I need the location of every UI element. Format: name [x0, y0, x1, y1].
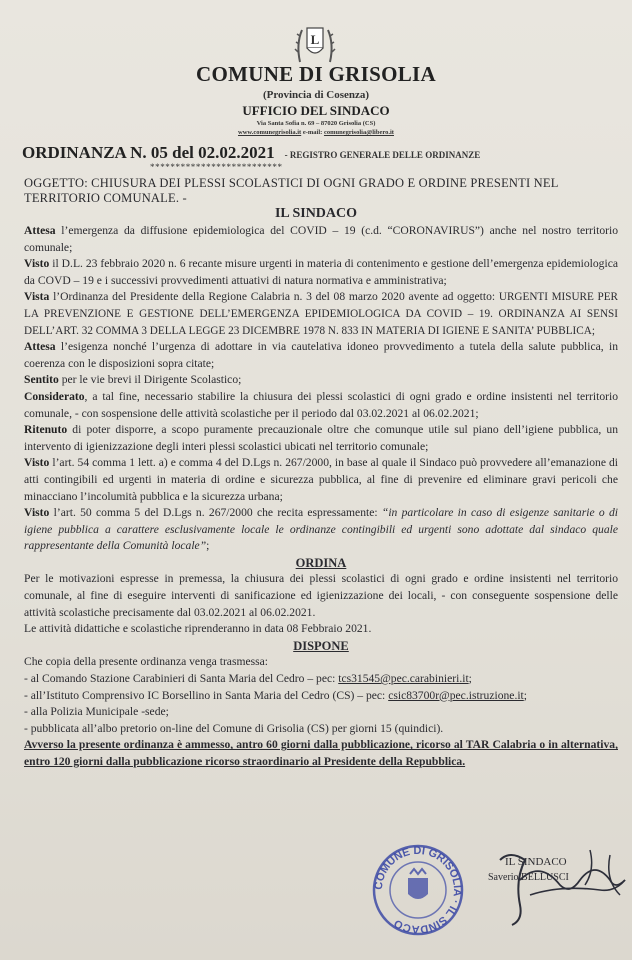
ordinance-number: ORDINANZA N. 05 del 02.02.2021 [22, 143, 275, 162]
website-link[interactable]: www.comunegrisolia.it [238, 129, 302, 136]
dispone-heading: DISPONE [293, 638, 349, 653]
municipal-crest-icon [292, 22, 338, 66]
recipient-istituto: - all’Istituto Comprensivo IC Borsellino in Santa Maria del Cedro (CS) – pec: csic83700r@pec.istruzione.it; [24, 688, 528, 702]
recipient-carabinieri: - al Comando Stazione Carabinieri di Santa Maria del Cedro – pec: tcs31545@pec.carabinieri.it; [24, 672, 472, 686]
recipient-polizia: - alla Polizia Municipale -sede; [24, 705, 169, 719]
email-link[interactable]: comunegrisolia@libero.it [323, 129, 394, 136]
email-label: e-mail: [302, 129, 323, 136]
ordina-heading: ORDINA [295, 555, 347, 570]
ordinance-heading [22, 143, 622, 163]
ordinance-body [24, 223, 618, 771]
appeal-notice: Avverso la presente ordinanza è ammesso, antro 60 giorni dalla pubblicazione, ricorso al TAR Calabria o in alternativa, entro 120 giorni dalla pubblicazione ricorso straordinario al Presidente della Repubblica. [24, 738, 618, 768]
signatory-name: Saverio BELLUSCI [488, 872, 569, 883]
paragraph-visto-art50: Visto l’art. 50 comma 5 del D.Lgs n. 267/2000 che recita espressamente: “in particolare in caso di esigenze sanitarie o di igiene pubblica a carattere esclusivamente locale le ordinanze contingibili ed urgenti sono adottate dal sindaco quale rappresentante della Comunità locale”; [24, 506, 618, 553]
paragraph-visto-ordinanza: Vista l’Ordinanza del Presidente della Regione Calabria n. 3 del 08 marzo 2020 avente ad oggetto: URGENTI MISURE PER LA PREVENZIONE E GESTIONE DELL’EMERGENZA EPIDEMIOLOGICA DA COVID – 19. ORDINANZA AI SENSI DELL’ART. 32 COMMA 3 DELLA LEGGE 23 DICEMBRE 1978 N. 833 IN MATERIA DI IGIENE E SANITA’ PUBBLICA; [24, 290, 618, 337]
province: (Provincia di Cosenza) [262, 89, 370, 101]
paragraph-visto-art54: Visto l’art. 54 comma 1 lett. a) e comma 4 del D.Lgs n. 267/2000, in base al quale il Sindaco può provvedere all’emanazione di atti contingibili ed urgenti in materia di ordine e sicurezza pubblica, al fine di prevenire ed eliminare gravi pericoli che minacciano l’incolumità pubblica e la sicurezza urbana; [24, 456, 618, 503]
signature-label: IL SINDACO [505, 856, 567, 868]
recipient-albo: - pubblicata all’albo pretorio on-line del Comune di Grisolia (CS) per giorni 15 (quindici). [24, 721, 444, 735]
stamp-lettering: COMUNE DI GRISOLIA · IL SINDACO [372, 844, 464, 936]
municipality-name: COMUNE DI GRISOLIA [196, 62, 436, 86]
website-email [0, 129, 632, 136]
pec-carabinieri-link[interactable]: tcs31545@pec.carabinieri.it [338, 672, 469, 686]
paragraph-ordina: Per le motivazioni espresse in premessa, la chiusura dei plessi scolastici di ogni grado e ordine insistenti nel territorio comunale, al fine di eseguire interventi di sanificazione ed igienizzazione dei locali, - con conseguente sospensione delle attività scolastiche precisamente dal 03.02.2021 al 06.02.2021. [24, 572, 618, 619]
ordinance-register: - REGISTRO GENERALE DELLE ORDINANZE [284, 150, 481, 160]
pec-istituto-link[interactable]: csic83700r@pec.istruzione.it [388, 688, 524, 702]
paragraph-attesa-esigenza: Attesa l’esigenza nonché l’urgenza di adottare in via cautelativa idoneo provvedimento a tutela della salute pubblica, in coerenza con le disposizioni sopra citate; [24, 340, 618, 370]
paragraph-attesa: Attesa l’emergenza da diffusione epidemiologica del COVID – 19 (c.d. “CORONAVIRUS”) anche nel nostro territorio comunale; [24, 224, 618, 254]
paragraph-sentito: Sentito per le vie brevi il Dirigente Scolastico; [24, 373, 242, 387]
paragraph-ripresa: Le attività didattiche e scolastiche riprenderanno in data 08 Febbraio 2021. [24, 622, 372, 636]
il-sindaco-heading: IL SINDACO [274, 206, 358, 221]
separator-stars: ************************** [150, 162, 283, 172]
paragraph-visto-dl: Visto il D.L. 23 febbraio 2020 n. 6 recante misure urgenti in materia di contenimento e gestione dell’emergenza epidemiologica da COVD – 19 e i successivi provvedimenti attuativi di natura normativa e amministrativa; [24, 257, 618, 287]
svg-text:L: L [310, 32, 320, 47]
address: Via Santa Sofia n. 69 – 87020 Grisolia (CS) [256, 120, 376, 127]
paragraph-dispone-intro: Che copia della presente ordinanza venga trasmessa: [24, 655, 269, 669]
paragraph-ritenuto: Ritenuto di poter disporre, a scopo puramente precauzionale oltre che comunque utile sul piano dell’igiene pubblica, un intervento di igienizzazione degli interi plessi scolastici ubicati nel territorio comunale; [24, 423, 619, 453]
subject: OGGETTO: CHIUSURA DEI PLESSI SCOLASTICI DI OGNI GRADO E ORDINE PRESENTI NEL TERRITORIO COMUNALE. - [24, 176, 559, 205]
municipal-stamp-icon [372, 842, 464, 938]
office-name: UFFICIO DEL SINDACO [242, 103, 390, 118]
paragraph-considerato: Considerato, a tal fine, necessario stabilire la chiusura dei plessi scolastici di ogni grado e ordine insistenti nel territorio comunale, - con sospensione delle attività scolastiche per il periodo dal 03.02.2021 al 06.02.2021; [24, 389, 618, 420]
handwritten-signature-icon [470, 840, 630, 930]
